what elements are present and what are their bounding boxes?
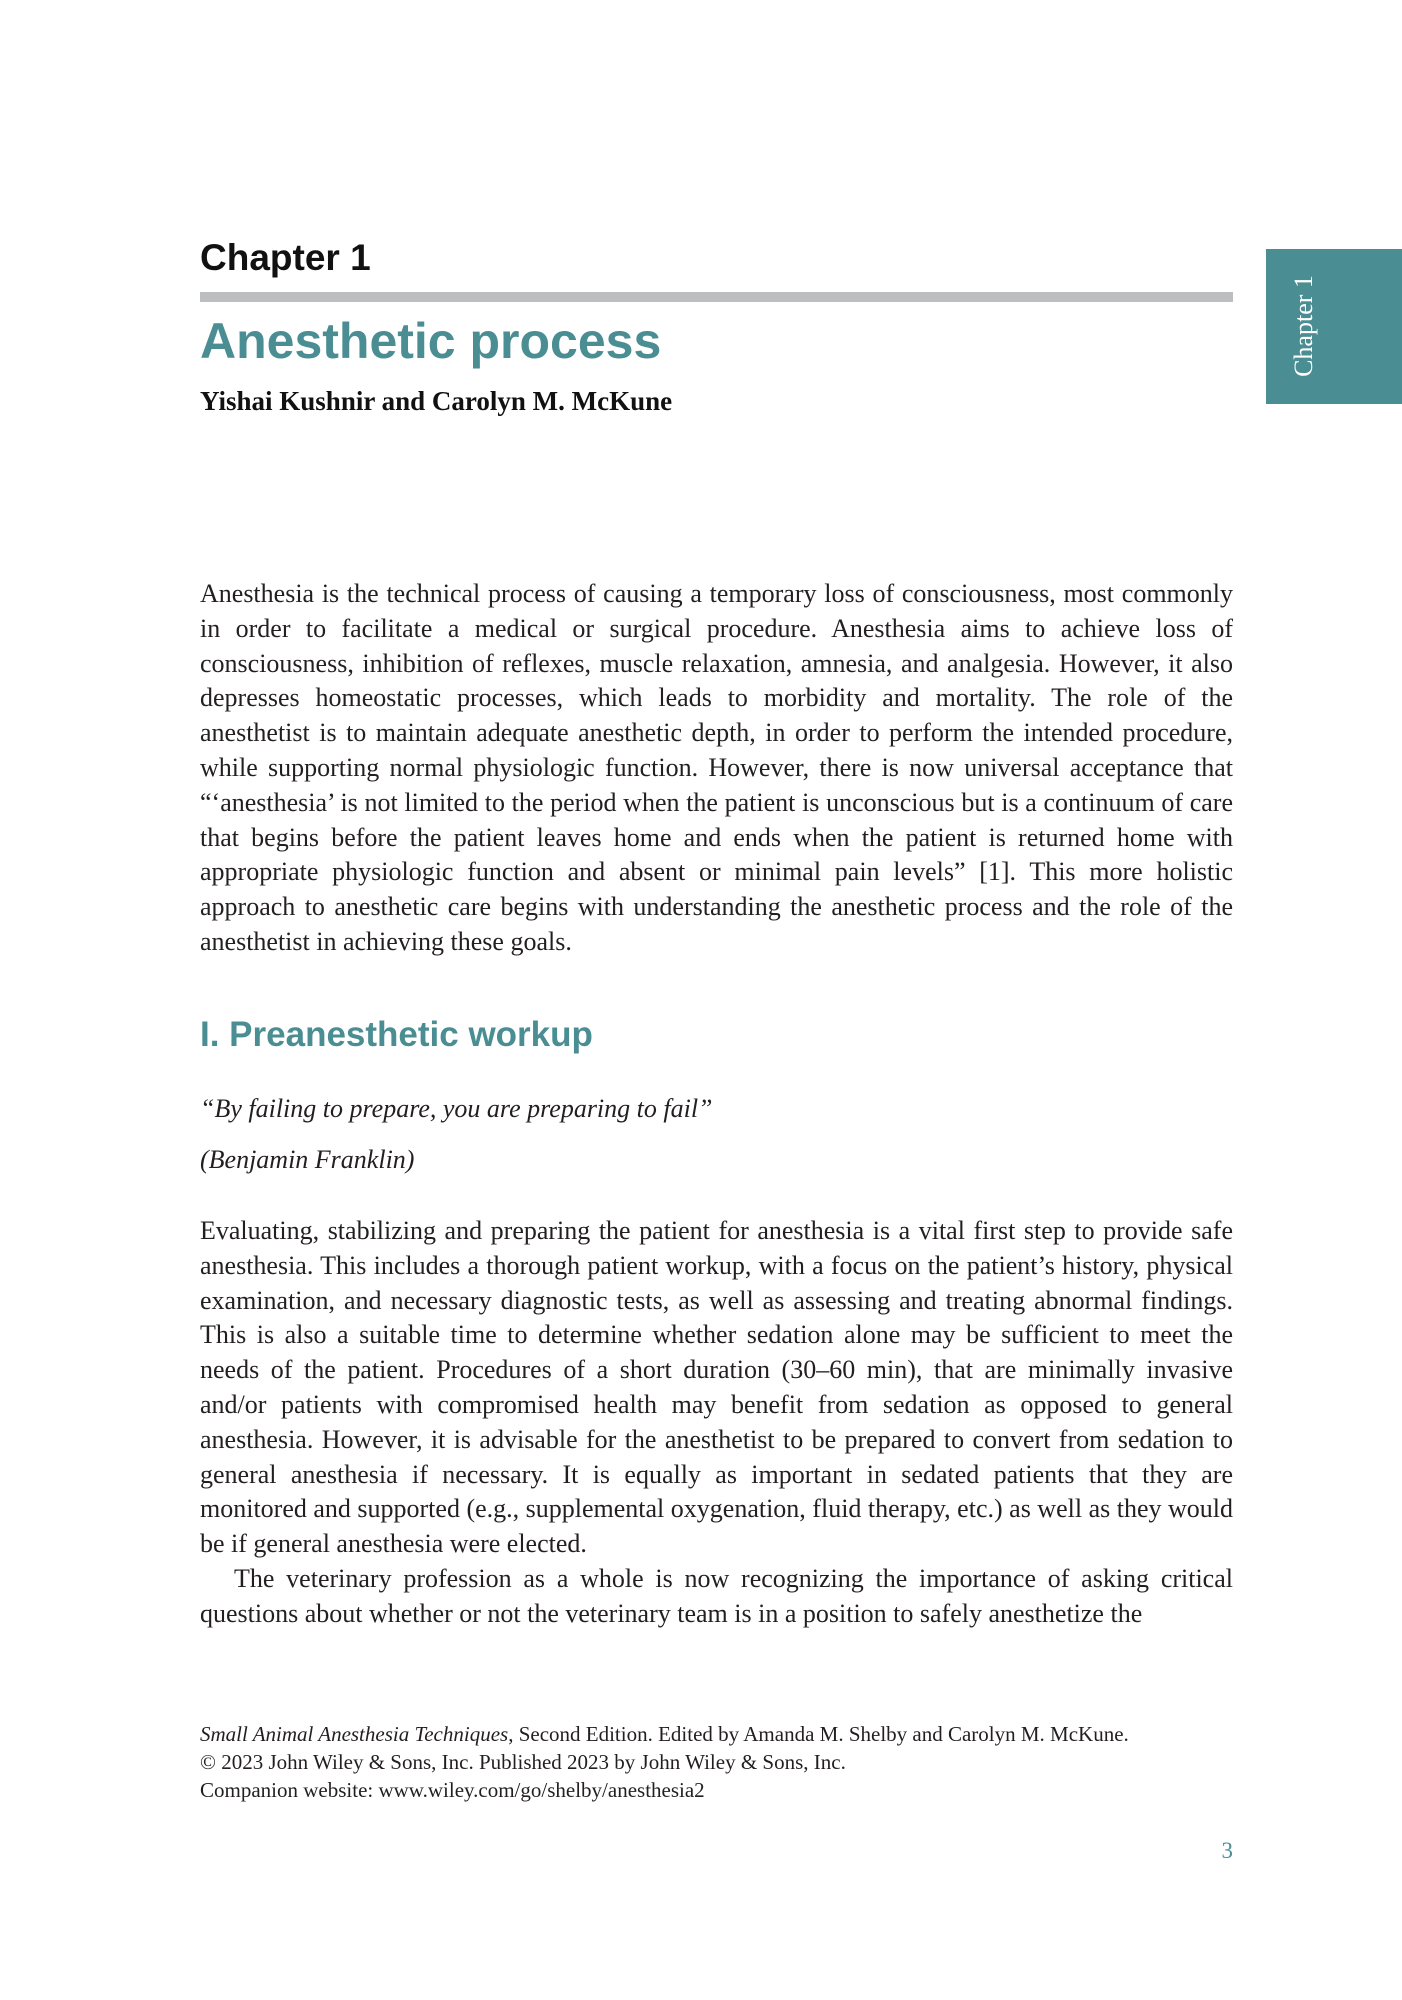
epigraph-attribution: (Benjamin Franklin) bbox=[200, 1145, 415, 1174]
footnote-website: Companion website: www.wiley.com/go/shelby/anesthesia2 bbox=[200, 1778, 705, 1802]
chapter-rule bbox=[200, 292, 1233, 302]
copyright-footnote bbox=[200, 1720, 1240, 1804]
chapter-thumb-tab bbox=[1266, 249, 1402, 404]
workup-paragraph-2 bbox=[200, 1562, 1233, 1632]
chapter-authors: Yishai Kushnir and Carolyn M. McKune bbox=[200, 386, 673, 416]
workup-paragraph-1: Evaluating, stabilizing and preparing the patient for anesthesia is a vital first step to provide safe anesthesia. This includes a thorough patient workup, with a focus on the patient’s history, physical examination, and necessary diagnostic tests, as well as assessing and treating abnormal findings. This is also a suitable time to determine whether sedation alone may be sufficient to meet the needs of the patient. Procedures of a short duration (30–60 min), that are minimally invasive and/or patients with compromised health may benefit from sedation as opposed to general anesthesia. However, it is advisable for the anesthetist to be prepared to convert from sedation to general anesthesia if necessary. It is equally as important in sedated patients that they are monitored and supported (e.g., supplemental oxygenation, fluid therapy, etc.) as well as they would be if general anesthesia were elected. bbox=[200, 1216, 1233, 1559]
workup-paragraph-2-text: The veterinary profession as a whole is now recognizing the importance of asking critical questions about whether or not the veterinary team is in a position to safely anesthetize the bbox=[200, 1563, 1233, 1628]
footnote-copyright: © 2023 John Wiley & Sons, Inc. Published 2023 by John Wiley & Sons, Inc. bbox=[200, 1750, 846, 1774]
section-heading-preanesthetic-workup: I. Preanesthetic workup bbox=[200, 1015, 593, 1054]
page-number: 3 bbox=[1221, 1838, 1233, 1863]
footnote-book-line bbox=[200, 1720, 1240, 1748]
chapter-title: Anesthetic process bbox=[200, 313, 662, 369]
epigraph-quote: “By failing to prepare, you are preparing to fail” bbox=[200, 1094, 713, 1123]
footnote-edition: , Second Edition. Edited by Amanda M. Shelby and Carolyn M. McKune. bbox=[508, 1722, 1129, 1746]
chapter-label: Chapter 1 bbox=[200, 237, 371, 278]
footnote-book-title: Small Animal Anesthesia Techniques bbox=[200, 1722, 509, 1746]
intro-paragraph: Anesthesia is the technical process of causing a temporary loss of consciousness, most commonly in order to facilitate a medical or surgical procedure. Anesthesia aims to achieve loss of consciousness, inhibition of reflexes, muscle relaxation, amnesia, and analgesia. However, it also depresses homeostatic processes, which leads to morbidity and mortality. The role of the anesthetist is to maintain adequate anesthetic depth, in order to perform the intended procedure, while supporting normal physiologic function. However, there is now universal acceptance that “‘anesthesia’ is not limited to the period when the patient is unconscious but is a continuum of care that begins before the patient leaves home and ends when the patient is returned home with appropriate physiologic function and absent or minimal pain levels” [1]. This more holistic approach to anesthetic care begins with understanding the anesthetic process and the role of the anesthetist in achieving these goals. bbox=[200, 579, 1233, 956]
thumb-tab-label: Chapter 1 bbox=[1289, 275, 1318, 377]
workup-text bbox=[200, 1214, 1233, 1632]
